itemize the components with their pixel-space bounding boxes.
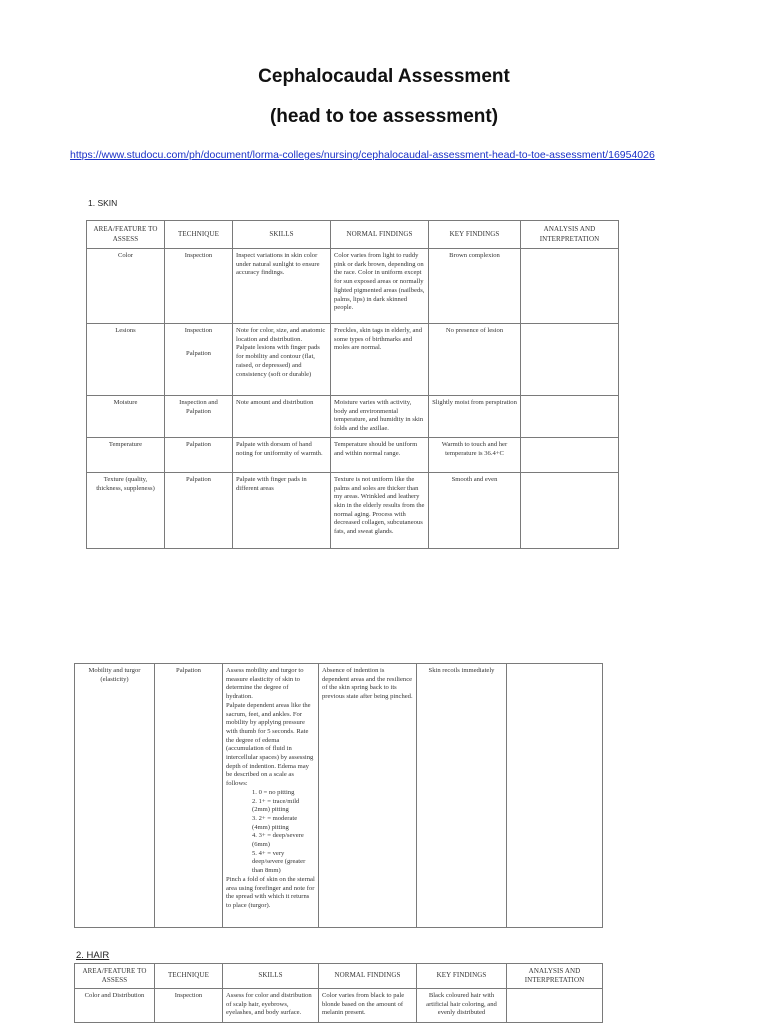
cell-area: Texture (quality, thickness, suppleness) [87,472,165,548]
cell-area: Mobility and turgor (elasticity) [75,664,155,928]
cell-skills [223,664,319,928]
header-key-findings: KEY FINDINGS [417,964,507,989]
document-title: Cephalocaudal Assessment [258,66,510,87]
cell-key-findings: Skin recoils immediately [417,664,507,928]
edema-scale-item: 3. 2+ = moderate (4mm) pitting [252,814,298,831]
cell-normal-findings: Freckles, skin tags in elderly, and some types of birthmarks and moles are normal. [331,324,429,396]
cell-analysis [521,324,619,396]
table-row [75,989,603,1023]
cell-key-findings: Slightly moist from perspiration [429,396,521,438]
cell-technique [165,324,233,396]
cell-key-findings: No presence of lesion [429,324,521,396]
cell-technique: Palpation [155,664,223,928]
cell-key-findings: Smooth and even [429,472,521,548]
cell-area: Color and Distribution [75,989,155,1023]
technique-line: Inspection [184,327,213,334]
cell-analysis [521,437,619,472]
table-row [87,249,619,324]
cell-key-findings: Warmth to touch and her temperature is 36.4+C [429,437,521,472]
cell-area: Lesions [87,324,165,396]
cell-analysis [521,396,619,438]
header-skills: SKILLS [233,221,331,249]
technique-line: Palpation [186,349,211,357]
skills-line: Pinch a fold of skin on the sternal area using forefinger and note for the spread with which it returns to place (turgor). [226,875,315,909]
cell-skills: Assess for color and distribution of scalp hair, eyebrows, eyelashes, and body surface. [223,989,319,1023]
header-technique: TECHNIQUE [155,964,223,989]
table-row [87,472,619,548]
table-row [87,396,619,438]
skin-assessment-table [86,220,619,549]
section-heading-skin: 1. SKIN [88,198,118,208]
cell-skills: Palpate with finger pads in different areas [233,472,331,548]
cell-area: Temperature [87,437,165,472]
cell-technique: Palpation [165,437,233,472]
cell-area: Moisture [87,396,165,438]
cell-analysis [521,249,619,324]
cell-technique: Palpation [165,472,233,548]
edema-scale-item: 4. 3+ = deep/severe (6mm) [252,832,304,849]
cell-normal-findings: Color varies from black to pale blonde based on the amount of melanin present. [319,989,417,1023]
skills-line: Note for color, size, and anatomic location and distribution. [236,327,326,343]
cell-normal-findings: Texture is not uniform like the palms and soles are thicker than my areas. Wrinkled and leathery skin in the elderly results from the normal aging. Process with decreased collagen, subcutaneous fats, and sweat glands. [331,472,429,548]
skills-line: Palpate dependent areas like the sacrum, feet, and ankles. For mobility by applying pressure with thumb for 5 seconds. Rate the degree of edema (accumulation of fluid in intercellular spaces) by assessing depth of indention. Edema may be described on a scale as follows: [226,701,314,788]
table-header-row [75,964,603,989]
table-header-row [87,221,619,249]
table-row [87,324,619,396]
cell-analysis [507,989,603,1023]
table-row [75,664,603,928]
header-skills: SKILLS [223,964,319,989]
header-analysis: ANALYSIS AND INTERPRETATION [507,964,603,989]
header-key-findings: KEY FINDINGS [429,221,521,249]
cell-analysis [521,472,619,548]
source-link[interactable]: https://www.studocu.com/ph/document/lorma-colleges/nursing/cephalocaudal-assessment-head-to-toe-assessment/16954026 [70,149,655,161]
section-heading-hair: 2. HAIR [76,950,110,961]
cell-skills: Note amount and distribution [233,396,331,438]
cell-normal-findings: Temperature should be uniform and within normal range. [331,437,429,472]
cell-normal-findings: Absence of indention is dependent areas and the resilience of the skin spring back to its previous state after being pinched. [319,664,417,928]
cell-key-findings: Brown complexion [429,249,521,324]
edema-scale-item: 2. 1+ = trace/mild (2mm) pitting [252,797,300,814]
cell-skills: Inspect variations in skin color under natural sunlight to ensure accuracy findings. [233,249,331,324]
edema-scale-item: 1. 0 = no pitting [252,788,295,796]
edema-scale-item: 5. 4+ = very deep/severe (greater than 8mm) [252,849,306,875]
cell-technique: Inspection and Palpation [165,396,233,438]
cell-analysis [507,664,603,928]
cell-normal-findings: Color varies from light to ruddy pink or dark brown, depending on the race. Color in uniform except for sun exposed areas or normally lighted pigmented areas (nailbeds, palms, lips) in dark skinned people. [331,249,429,324]
cell-skills: Palpate with dorsum of hand noting for uniformity of warmth. [233,437,331,472]
cell-area: Color [87,249,165,324]
header-normal-findings: NORMAL FINDINGS [331,221,429,249]
table-row [87,437,619,472]
skills-line: Assess mobility and turgor to measure elasticity of skin to determine the degree of hydration. [226,667,304,701]
header-area: AREA/FEATURE TO ASSESS [87,221,165,249]
header-area: AREA/FEATURE TO ASSESS [75,964,155,989]
skin-assessment-table-continued [74,663,603,928]
document-subtitle: (head to toe assessment) [269,106,499,127]
cell-technique: Inspection [165,249,233,324]
header-analysis: ANALYSIS AND INTERPRETATION [521,221,619,249]
cell-technique: Inspection [155,989,223,1023]
header-technique: TECHNIQUE [165,221,233,249]
header-normal-findings: NORMAL FINDINGS [319,964,417,989]
hair-assessment-table [74,963,603,1023]
cell-normal-findings: Moisture varies with activity, body and environmental temperature, and humidity in skin folds and the axillae. [331,396,429,438]
cell-skills [233,324,331,396]
skills-line: Palpate lesions with finger pads for mobility and contour (flat, raised, or depressed) and consistency (soft or durable) [236,344,320,378]
cell-key-findings: Black coloured hair with artificial hair coloring, and evenly distributed [417,989,507,1023]
